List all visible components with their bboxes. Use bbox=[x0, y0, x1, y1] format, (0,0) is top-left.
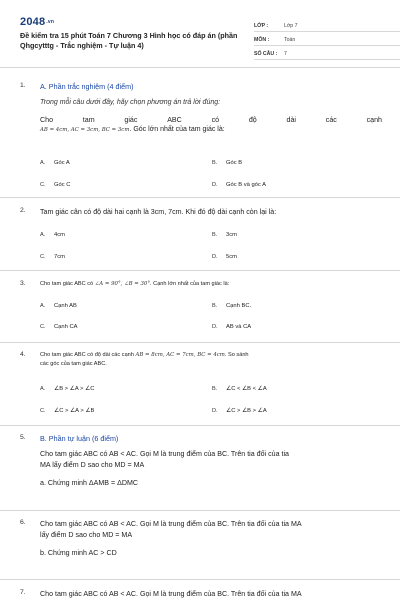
option-a[interactable] bbox=[40, 303, 77, 309]
stem-text: Cho tam giác ABC có độ dài các cạnh bbox=[40, 352, 134, 358]
option-text: ∠C < ∠B < ∠A bbox=[226, 386, 267, 392]
option-text: Góc A bbox=[54, 160, 70, 166]
option-text: Góc B và góc A bbox=[226, 182, 266, 188]
question-number: 5. bbox=[20, 434, 26, 441]
section-heading: B. Phần tự luận (6 điểm) bbox=[40, 434, 119, 443]
question-text-line: Cho tam giác ABC có AB < AC. Gọi M là trung điểm của BC. Trên tia đối của tia bbox=[40, 450, 289, 458]
question-3 bbox=[20, 280, 382, 340]
option-d[interactable] bbox=[212, 408, 267, 414]
option-d[interactable] bbox=[212, 324, 251, 330]
option-label: D. bbox=[212, 182, 218, 188]
question-body bbox=[40, 82, 382, 133]
stem-text: Cho tam giác ABC có bbox=[40, 281, 94, 287]
option-b[interactable] bbox=[212, 232, 237, 238]
stem-word: dài bbox=[286, 116, 296, 124]
question-divider bbox=[0, 579, 400, 580]
option-a[interactable] bbox=[40, 160, 70, 166]
option-label: C. bbox=[40, 254, 46, 260]
question-number: 4. bbox=[20, 351, 26, 358]
stem-word: các bbox=[325, 116, 337, 124]
question-text: Tam giác cân có độ dài hai cạnh là 3cm, 7cm. Khi đó độ dài cạnh còn lại là: bbox=[40, 208, 277, 216]
option-b[interactable] bbox=[212, 303, 251, 309]
option-text: AB và CA bbox=[226, 324, 252, 330]
meta-key: LỚP : bbox=[254, 23, 269, 29]
option-label: C. bbox=[40, 324, 46, 330]
question-number: 7. bbox=[20, 589, 26, 596]
header-divider bbox=[0, 67, 400, 68]
question-7 bbox=[20, 589, 382, 600]
option-label: D. bbox=[212, 254, 218, 260]
meta-key: SỐ CÂU : bbox=[254, 51, 278, 57]
option-label: A. bbox=[40, 160, 46, 166]
question-divider bbox=[0, 270, 400, 271]
question-text bbox=[40, 280, 382, 289]
stem-continuation: các góc của tam giác ABC. bbox=[40, 361, 107, 367]
page-header bbox=[20, 14, 382, 60]
meta-value: 7 bbox=[284, 51, 287, 57]
option-label: C. bbox=[40, 182, 46, 188]
option-c[interactable] bbox=[40, 408, 94, 414]
option-text: Cạnh BC. bbox=[226, 303, 252, 309]
option-c[interactable] bbox=[40, 182, 70, 188]
stem-tail: . Góc lớn nhất của tam giác là: bbox=[129, 126, 225, 133]
option-label: B. bbox=[212, 386, 218, 392]
question-number: 3. bbox=[20, 280, 26, 287]
question-stem-math bbox=[40, 126, 382, 133]
meta-value: Lớp 7 bbox=[284, 23, 298, 29]
question-5 bbox=[20, 434, 382, 510]
meta-row-subject bbox=[254, 32, 400, 46]
question-divider bbox=[0, 197, 400, 198]
meta-key: MÔN : bbox=[254, 37, 270, 43]
question-4 bbox=[20, 351, 382, 423]
question-divider bbox=[0, 342, 400, 343]
stem-word: tam bbox=[82, 116, 95, 124]
section-heading: A. Phần trắc nghiệm (4 điểm) bbox=[40, 82, 134, 91]
stem-tail: . Cạnh lớn nhất của tam giác là: bbox=[150, 281, 230, 287]
stem-word: độ bbox=[248, 116, 257, 124]
option-c[interactable] bbox=[40, 254, 65, 260]
option-label: B. bbox=[212, 160, 218, 166]
option-label: A. bbox=[40, 386, 46, 392]
option-b[interactable] bbox=[212, 386, 267, 392]
meta-value: Toán bbox=[284, 37, 296, 43]
math-expression: ∠A = 90°, ∠B = 30° bbox=[94, 281, 151, 287]
option-text: 7cm bbox=[54, 254, 65, 260]
option-label: D. bbox=[212, 324, 218, 330]
option-label: B. bbox=[212, 303, 218, 309]
option-text: 3cm bbox=[226, 232, 237, 238]
stem-word: ABC bbox=[167, 116, 182, 124]
question-6 bbox=[20, 519, 382, 575]
question-text-line: Cho tam giác ABC có AB < AC. Gọi M là trung điểm của BC. Trên tia đối của tia MA bbox=[40, 520, 302, 528]
option-text: Cạnh CA bbox=[54, 324, 78, 330]
option-b[interactable] bbox=[212, 160, 242, 166]
option-label: B. bbox=[212, 232, 218, 238]
question-text-line: MA lấy điểm D sao cho MD = MA bbox=[40, 461, 145, 469]
document-title: Đề kiểm tra 15 phút Toán 7 Chương 3 Hình học có đáp án (phần Qhgcytttg - Trắc nghiệm - Tự luận 4) bbox=[20, 31, 238, 50]
option-text: 4cm bbox=[54, 232, 65, 238]
math-expression: AB = 8cm, AC = 7cm, BC = 4cm bbox=[135, 352, 225, 358]
option-d[interactable] bbox=[212, 182, 266, 188]
logo-text: 2048 bbox=[20, 16, 46, 28]
stem-word: có bbox=[211, 116, 220, 124]
option-d[interactable] bbox=[212, 254, 237, 260]
option-label: A. bbox=[40, 232, 46, 238]
question-text-line: lấy điểm D sao cho MD = MA bbox=[40, 531, 133, 539]
question-number: 1. bbox=[20, 82, 26, 89]
question-divider bbox=[0, 425, 400, 426]
meta-row-class bbox=[254, 18, 400, 32]
option-label: A. bbox=[40, 303, 46, 309]
stem-word: Cho bbox=[40, 116, 54, 124]
site-logo[interactable] bbox=[20, 16, 54, 28]
question-text-line: Cho tam giác ABC có AB < AC. Gọi M là trung điểm của BC. Trên tia đối của tia MA bbox=[40, 590, 302, 598]
option-label: D. bbox=[212, 408, 218, 414]
stem-tail: . So sánh bbox=[224, 352, 249, 358]
meta-table bbox=[254, 18, 400, 60]
question-2 bbox=[20, 207, 382, 267]
question-number: 2. bbox=[20, 207, 26, 214]
option-text: ∠B > ∠A > ∠C bbox=[54, 386, 95, 392]
math-expression: AB = 4cm, AC = 3cm, BC = 3cm bbox=[40, 127, 130, 133]
question-number: 6. bbox=[20, 519, 26, 526]
option-text: Góc C bbox=[54, 182, 71, 188]
option-text: Cạnh AB bbox=[54, 303, 77, 309]
option-text: Góc B bbox=[226, 160, 243, 166]
stem-word: cạnh bbox=[366, 116, 382, 124]
option-text: 5cm bbox=[226, 254, 237, 260]
option-a[interactable] bbox=[40, 386, 94, 392]
option-a[interactable] bbox=[40, 232, 65, 238]
question-body bbox=[40, 434, 382, 489]
option-text: ∠C > ∠A > ∠B bbox=[54, 408, 95, 414]
question-subpart: b. Chứng minh AC > CD bbox=[40, 549, 117, 557]
option-text: ∠C > ∠B > ∠A bbox=[226, 408, 267, 414]
logo-suffix: .vn bbox=[46, 19, 55, 26]
question-1 bbox=[20, 82, 382, 192]
question-text bbox=[40, 351, 382, 369]
question-subpart: a. Chứng minh ΔAMB = ΔDMC bbox=[40, 479, 138, 487]
question-body bbox=[40, 519, 382, 559]
option-c[interactable] bbox=[40, 324, 78, 330]
question-divider bbox=[0, 510, 400, 511]
question-stem bbox=[40, 116, 382, 124]
instruction-text: Trong mỗi câu dưới đây, hãy chọn phương án trả lời đúng: bbox=[40, 99, 221, 106]
meta-row-count bbox=[254, 46, 400, 60]
option-label: C. bbox=[40, 408, 46, 414]
stem-word: giác bbox=[124, 116, 138, 124]
